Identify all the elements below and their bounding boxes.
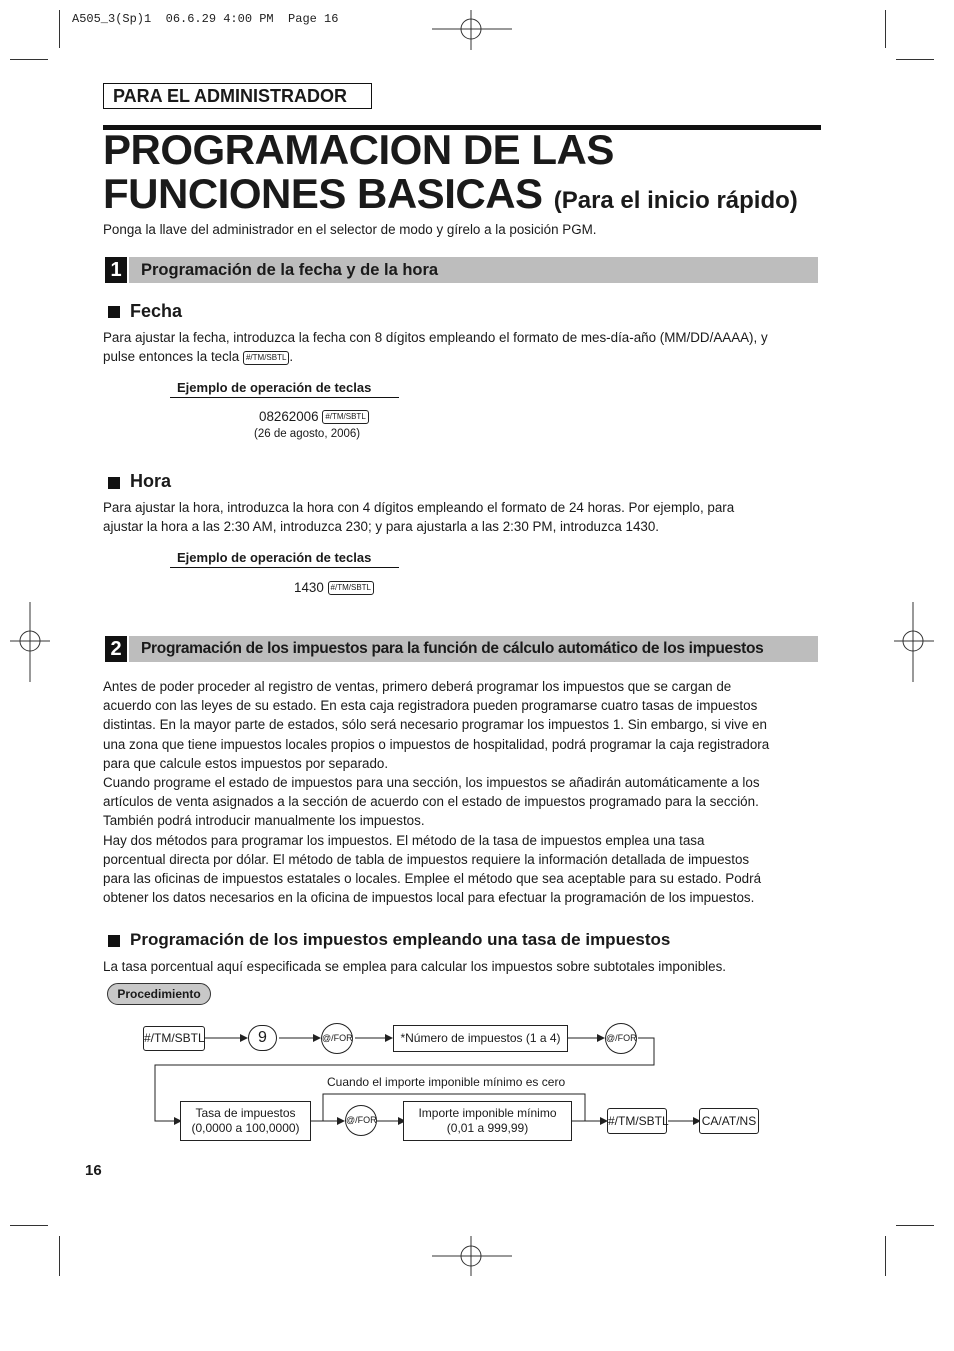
paragraph-line: artículos de venta asignados a la sección de acuerdo con el estado de impuestos programado para la sección. [103,794,759,810]
page-number: 16 [85,1162,102,1179]
fecha-text-line: Para ajustar la fecha, introduzca la fecha con 8 dígitos empleando el formato de mes-día-año (MM/DD/AAAA), y [103,330,768,345]
hora-text-line: Para ajustar la hora, introduzca la hora con 4 dígitos empleando el formato de 24 horas. Por ejemplo, para [103,500,735,515]
ca-at-ns-key: CA/AT/NS [699,1108,759,1134]
subheading-hora: Hora [130,471,172,491]
paragraph-line: acuerdo con las leyes de su estado. En esta caja registradora pueden programarse cuatro tasas de impuestos [103,698,758,714]
subheading-tax-rate: Programación de los impuestos empleando una tasa de impuestos [130,930,671,949]
hora-text-line: ajustar la hora a las 2:30 AM, introduzca 230; y para ajustarla a las 2:30 PM, introduzca 1430. [103,519,660,535]
section-number: 2 [105,636,127,662]
min-zero-note: Cuando el importe imponible mínimo es cero [327,1075,566,1089]
paragraph-line: obtener los datos necesarios en la oficina de impuestos local para efectuar la programación de los impuestos. [103,890,755,906]
hora-example-value: 1430 [294,580,324,595]
fecha-example-note: (26 de agosto, 2006) [254,428,361,440]
fecha-text-line2: pulse entonces la tecla [103,349,240,365]
tax-number-box: *Número de impuestos (1 a 4) [393,1025,568,1052]
paragraph-line: para las oficinas de impuestos estatales o locales. Emplee el método que sea aceptable para su estado. Podrá [103,871,762,887]
tax-rate-box-line: Tasa de impuestos [195,1106,296,1120]
procedure-label: Procedimiento [107,983,211,1005]
fecha-example-value: 08262006 [259,409,319,424]
paragraph-line: distintas. En la mayor parte de estados, sólo será necesario programar los impuestos 1. Sin embargo, si vive en [103,717,767,733]
paragraph-line: También podrá introducir manualmente los impuestos. [103,813,425,829]
page-title-line2-text: FUNCIONES BASICAS [103,170,543,217]
paragraph-line: Antes de poder proceder al registro de ventas, primero deberá programar los impuestos que se cargan de [103,679,732,694]
for-key: @/FOR [345,1105,377,1136]
section-number: 1 [105,257,127,283]
nine-key: 9 [248,1025,277,1051]
tax-rate-text: La tasa porcentual aquí especificada se emplea para calcular los impuestos sobre subtotales imponibles. [103,959,727,974]
tm-sbtl-key: #/TM/SBTL [607,1108,667,1134]
tax-rate-box-line: (0,0000 a 100,0000) [191,1121,300,1135]
section-title: Programación de la fecha y de la hora [141,261,439,279]
paragraph-line: para que calcule estos impuestos por separado. [103,755,389,771]
tm-sbtl-key-icon: #/TM/SBTL [328,581,374,595]
admin-tag: PARA EL ADMINISTRADOR [103,83,372,109]
tm-sbtl-key-icon: #/TM/SBTL [322,410,368,424]
min-taxable-box-line: Importe imponible mínimo [418,1106,557,1120]
print-header: A505_3(Sp)1 06.6.29 4:00 PM Page 16 [72,12,339,26]
page-subtitle: (Para el inicio rápido) [553,187,798,214]
min-taxable-box-line: (0,01 a 999,99) [446,1121,529,1135]
paragraph-line: porcentual directa por dólar. El método de tabla de impuestos requiere la información detallada de impuestos [103,851,750,867]
subheading-fecha: Fecha [130,301,183,321]
tax-rate-box [180,1101,311,1141]
paragraph-line: Hay dos métodos para programar los impuestos. El método de la tasa de impuestos emplea una tasa [103,832,705,848]
fecha-text-end: . [289,349,294,365]
section-title: Programación de los impuestos para la función de cálculo automático de los impuestos [141,640,764,657]
for-key: @/FOR [605,1023,637,1054]
tm-sbtl-key-icon: #/TM/SBTL [243,351,289,365]
paragraph-line: una zona que tiene impuestos locales propios o impuestos de hospitalidad, podrá programar la caja registradora [103,736,770,752]
tm-sbtl-key: #/TM/SBTL [143,1026,205,1051]
for-key: @/FOR [321,1023,353,1054]
example-label: Ejemplo de operación de teclas [177,550,372,565]
intro-text: Ponga la llave del administrador en el selector de modo y gírelo a la posición PGM. [103,222,597,237]
min-taxable-box [403,1101,572,1141]
example-label: Ejemplo de operación de teclas [177,380,372,395]
paragraph-line: Cuando programe el estado de impuestos para una sección, los impuestos se añadirán automáticamente a los [103,775,760,791]
page-title-line1: PROGRAMACION DE LAS [103,126,614,173]
